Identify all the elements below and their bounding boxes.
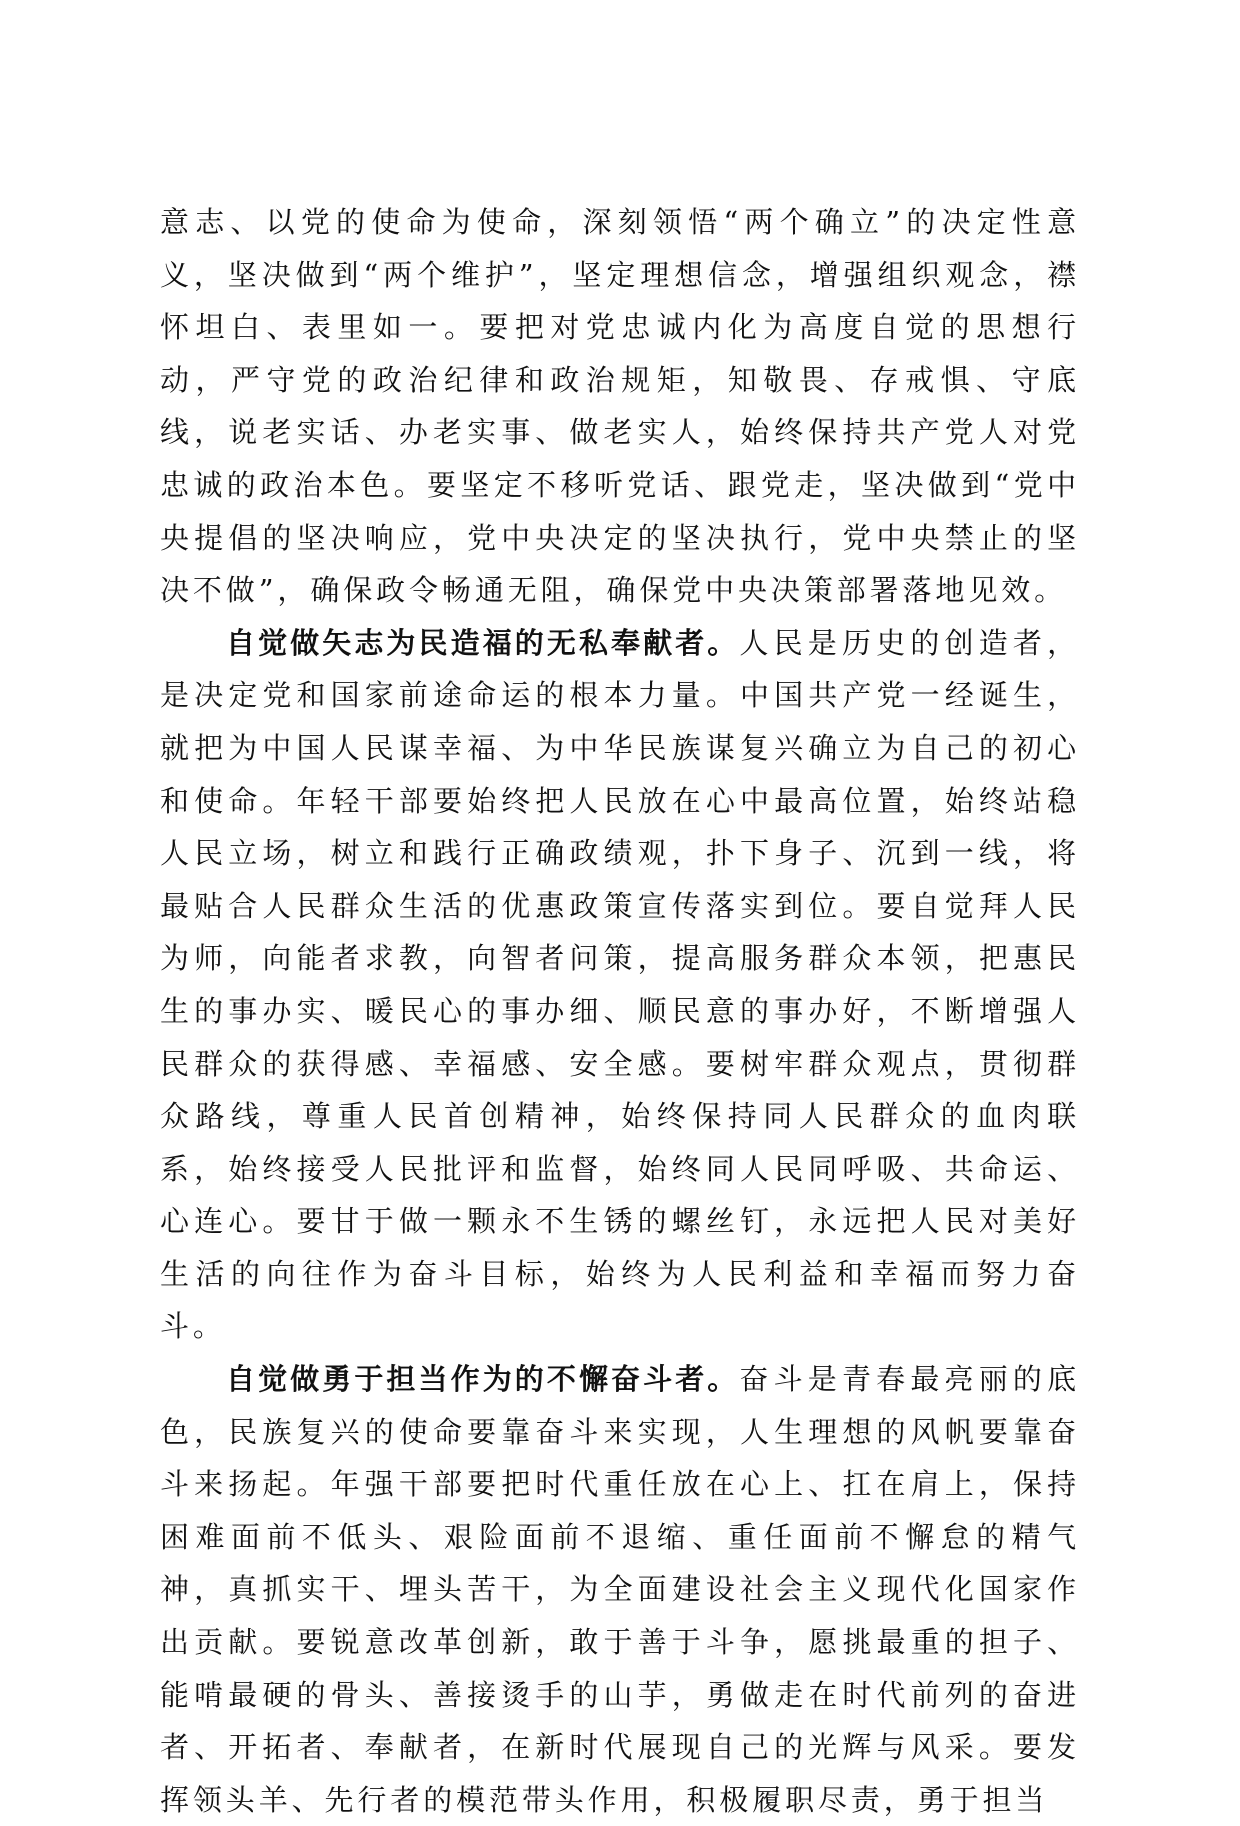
- paragraph-2-lead-heading: 自觉做矢志为民造福的无私奉献者。: [226, 625, 740, 660]
- paragraph-3-lead-heading: 自觉做勇于担当作为的不懈奋斗者。: [226, 1362, 740, 1397]
- paragraph-1-text: 意志、以党的使命为使命，深刻领悟“两个确立”的决定性意义，坚决做到“两个维护”，坚定理想信念，增强组织观念，襟怀坦白、表里如一。要把对党忠诚内化为高度自觉的思想行动，严守党的政治纪律和政治规矩，知敬畏、存戒惧、守底线，说老实话、办老实事、做老实人，始终保持共产党人对党忠诚的政治本色。要坚定不移听党话、跟党走，坚决做到“党中央提倡的坚决响应，党中央决定的坚决执行，党中央禁止的坚决不做”，确保政令畅通无阻，确保党中央决策部署落地见效。: [160, 205, 1080, 608]
- paragraph-2-text: 人民是历史的创造者，是决定党和国家前途命运的根本力量。中国共产党一经诞生，就把为中国人民谋幸福、为中华民族谋复兴确立为自己的初心和使命。年轻干部要始终把人民放在心中最高位置，始终站稳人民立场，树立和践行正确政绩观，扑下身子、沉到一线，将最贴合人民群众生活的优惠政策宣传落实到位。要自觉拜人民为师，向能者求教，向智者问策，提高服务群众本领，把惠民生的事办实、暖民心的事办细、顺民意的事办好，不断增强人民群众的获得感、幸福感、安全感。要树牢群众观点，贯彻群众路线，尊重人民首创精神，始终保持同人民群众的血肉联系，始终接受人民批评和监督，始终同人民同呼吸、共命运、心连心。要甘于做一颗永不生锈的螺丝钉，永远把人民对美好生活的向往作为奋斗目标，始终为人民利益和幸福而努力奋斗。: [160, 625, 1080, 1344]
- paragraph-1: [160, 196, 1080, 617]
- paragraph-3-text: 奋斗是青春最亮丽的底色，民族复兴的使命要靠奋斗来实现，人生理想的风帆要靠奋斗来扬起。年强干部要把时代重任放在心上、扛在肩上，保持困难面前不低头、艰险面前不退缩、重任面前不懈怠的精气神，真抓实干、埋头苦干，为全面建设社会主义现代化国家作出贡献。要锐意改革创新，敢于善于斗争，愿挑最重的担子、能啃最硬的骨头、善接烫手的山芋，勇做走在时代前列的奋进者、开拓者、奉献者，在新时代展现自己的光辉与风采。要发挥领头羊、先行者的模范带头作用，积极履职尽责，勇于担当: [160, 1362, 1080, 1817]
- document-page: [160, 196, 1080, 1826]
- paragraph-3: [160, 1353, 1080, 1826]
- paragraph-2: [160, 617, 1080, 1353]
